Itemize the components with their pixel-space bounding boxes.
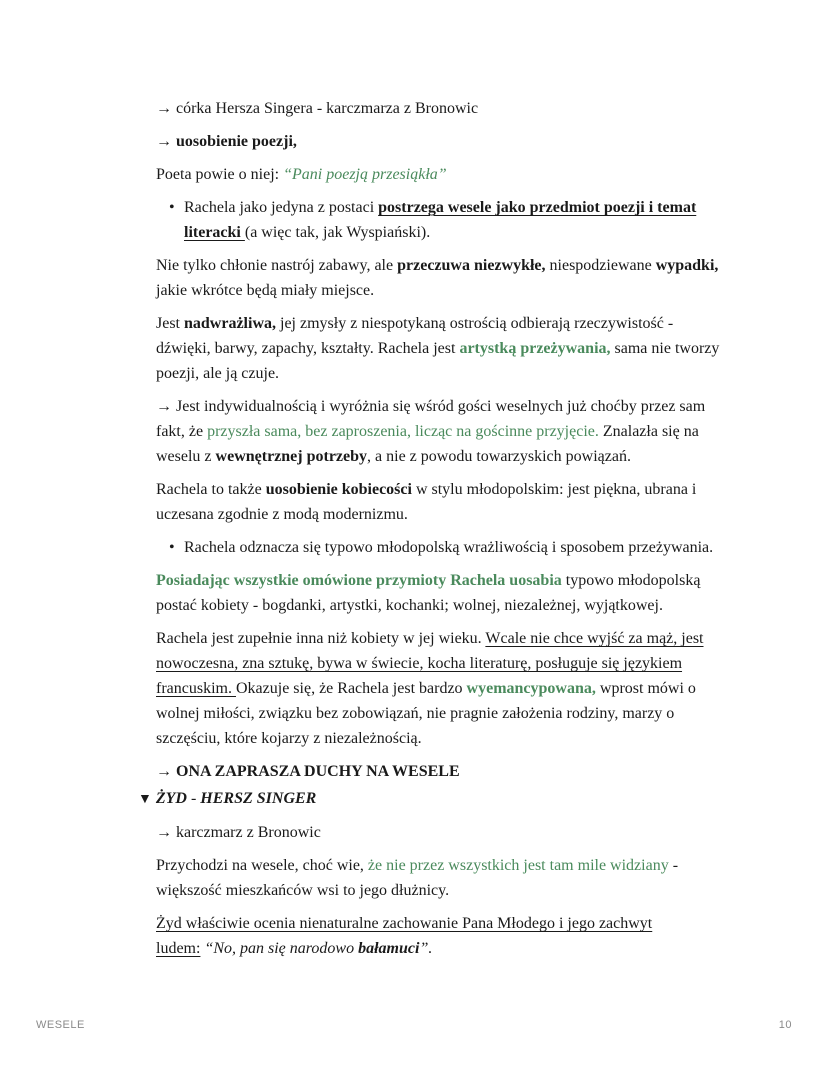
- paragraph-sensitive: [156, 311, 746, 386]
- paragraph-different: [156, 626, 746, 751]
- line-innkeeper: [156, 820, 746, 845]
- line-poet-quote: [156, 162, 746, 187]
- underlined-bold-text: literacki: [184, 224, 245, 241]
- text: wprost mówi o: [595, 680, 696, 697]
- underlined-text: nowoczesna, zna sztukę, bywa w świecie, kocha literaturę, posługuje się językiem: [156, 655, 683, 672]
- heading-text: HERSZ SINGER: [200, 790, 317, 807]
- green-text: że nie przez wszystkich jest tam mile widziany: [367, 857, 669, 874]
- paragraph-femininity: [156, 477, 746, 527]
- document-body: [156, 96, 746, 784]
- text: Rachela odznacza się typowo młodopolską wrażliwością i sposobem przeżywania.: [184, 539, 714, 556]
- line-spirits: [156, 759, 746, 784]
- bold-text: nadwrażliwa,: [184, 315, 276, 332]
- text: postać kobiety - bogdanki, artystki, kochanki; wolnej, niezależnej, wyjątkowej.: [156, 597, 663, 614]
- text: wolnej miłości, związku bez zobowiązań, nie pragnie założenia rodziny, marzy o: [156, 705, 675, 722]
- underlined-text: Żyd właściwie ocenia nienaturalne zachowanie Pana Młodego i jego zachwyt: [156, 915, 653, 932]
- bold-quote-text: bałamuci: [358, 940, 420, 957]
- paragraph-comes-to-wedding: [156, 853, 746, 903]
- text: Poeta powie o niej:: [156, 166, 284, 183]
- text: Jest: [156, 315, 184, 332]
- heading-text: ŻYD: [155, 790, 187, 807]
- text: weselu z: [156, 448, 216, 465]
- paragraph-individuality: [156, 394, 746, 469]
- text: Przychodzi na wesele, choć wie,: [156, 857, 368, 874]
- bullet-dot-icon: •: [169, 199, 175, 216]
- bold-text: uosobienie kobiecości: [265, 481, 412, 498]
- text: → córka Hersza Singera - karczmarza z Bronowic: [156, 100, 479, 117]
- line-daughter: [156, 96, 746, 121]
- text: uczesana zgodnie z modą modernizmu.: [156, 506, 408, 523]
- text: szczęściu, które kojarzy z niezależnością.: [156, 730, 422, 747]
- text: Okazuje się, że Rachela jest bardzo: [235, 680, 467, 697]
- text: poezji, ale ją czuje.: [156, 365, 280, 382]
- text: niespodziewane: [545, 257, 656, 274]
- quote-text: ”.: [419, 940, 433, 957]
- underlined-text: ludem:: [156, 940, 201, 957]
- underlined-text: Wcale nie chce wyjść za mąż, jest: [485, 630, 704, 647]
- page-number: 10: [778, 1019, 792, 1031]
- text: Nie tylko chłonie nastrój zabawy, ale: [156, 257, 398, 274]
- toggle-triangle-icon[interactable]: ▼: [138, 792, 152, 807]
- bold-text: wypadki,: [655, 257, 719, 274]
- paragraph-premonition: [156, 253, 746, 303]
- bold-text: wewnętrznej potrzeby: [215, 448, 368, 465]
- toggle-heading-zyd[interactable]: [138, 786, 316, 812]
- bullet-dot-icon: •: [169, 539, 175, 556]
- line-embodiment-poetry: [156, 129, 746, 154]
- underlined-bold-text: postrzega wesele jako przedmiot poezji i temat: [378, 199, 697, 216]
- text: , a nie z powodu towarzyskich powiązań.: [367, 448, 631, 465]
- green-bold-text: artystką przeżywania,: [459, 340, 611, 357]
- text: w stylu młodopolskim: jest piękna, ubrana i: [411, 481, 697, 498]
- text: Znalazła się na: [598, 423, 699, 440]
- footer-title: WESELE: [36, 1019, 85, 1031]
- bold-text: → ONA ZAPRASZA DUCHY NA WESELE: [156, 763, 460, 780]
- quote-text: “No, pan się narodowo: [200, 940, 359, 957]
- heading-separator: -: [186, 790, 201, 807]
- paragraph-embodies: [156, 568, 746, 618]
- text: dźwięki, barwy, zapachy, kształty. Rachela jest: [156, 340, 460, 357]
- underlined-text: francuskim.: [156, 680, 236, 697]
- text: fakt, że: [156, 423, 208, 440]
- document-body-zyd: [156, 820, 746, 961]
- text: (a więc tak, jak Wyspiański).: [244, 224, 431, 241]
- text: → karczmarz z Bronowic: [156, 824, 321, 841]
- quote-text: “Pani poezją przesiąkła”: [283, 166, 447, 183]
- text: -: [668, 857, 679, 874]
- text: → Jest indywidualnością i wyróżnia się wśród gości weselnych już choćby przez sam: [156, 398, 706, 415]
- bullet-item-sensitivity: [156, 535, 746, 560]
- bold-text: przeczuwa niezwykłe,: [397, 257, 546, 274]
- text: sama nie tworzy: [610, 340, 720, 357]
- text: większość mieszkańców wsi to jego dłużnicy.: [156, 882, 450, 899]
- green-bold-text: Posiadając wszystkie omówione przymioty Rachela uosabia: [156, 572, 562, 589]
- text: typowo młodopolską: [561, 572, 701, 589]
- text: Rachela jako jedyna z postaci: [184, 199, 379, 216]
- text: jej zmysły z niespotykaną ostrością odbierają rzeczywistość -: [276, 315, 674, 332]
- text: Rachela to także: [156, 481, 266, 498]
- green-bold-text: wyemancypowana,: [466, 680, 596, 697]
- green-text: przyszła sama, bez zaproszenia, licząc na gościnne przyjęcie.: [207, 423, 599, 440]
- text: jakie wkrótce będą miały miejsce.: [156, 282, 375, 299]
- text: Rachela jest zupełnie inna niż kobiety w jej wieku.: [156, 630, 486, 647]
- bold-text: → uosobienie poezji,: [156, 133, 297, 150]
- bullet-item-wedding-poetry: [156, 195, 746, 245]
- paragraph-judgement: [156, 911, 746, 961]
